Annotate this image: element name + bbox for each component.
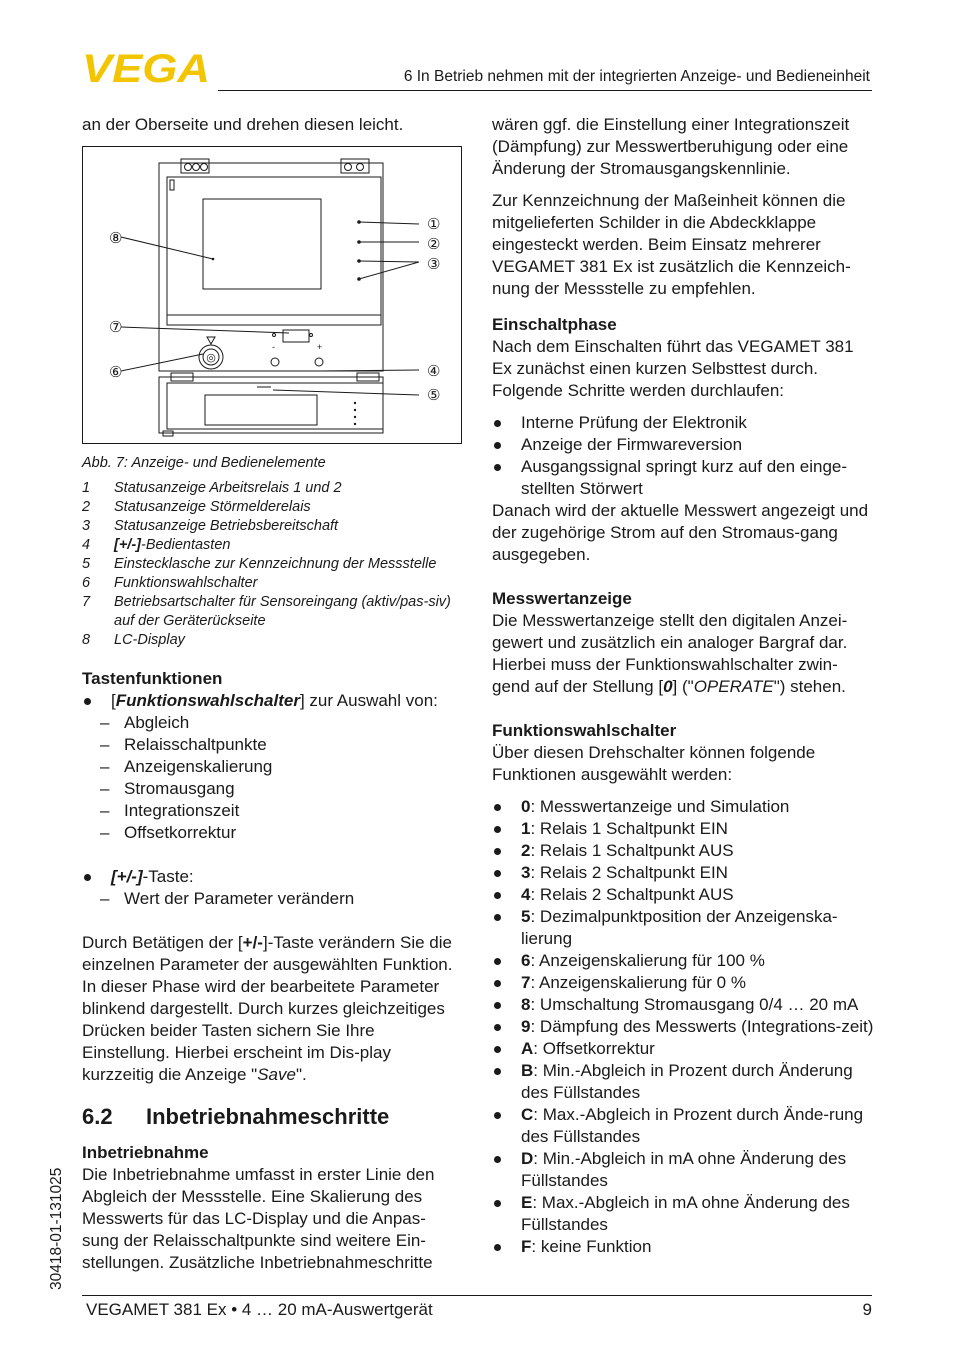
list-item: [Funktionswahlschalter] zur Auswahl von: (82, 690, 462, 712)
list-item: 4: Relais 2 Schaltpunkt AUS (492, 884, 874, 906)
key-list (82, 866, 462, 888)
device-figure (82, 146, 462, 444)
marker-1: ① (427, 216, 441, 233)
list-item: Anzeige der Firmwareversion (492, 434, 874, 456)
list-item: D: Min.-Abgleich in mA ohne Änderung des Füllstandes (492, 1148, 874, 1192)
list-item: – Wert der Parameter verändern (82, 888, 462, 910)
list-item: 2: Relais 1 Schaltpunkt AUS (492, 840, 874, 862)
list-item: – Relaisschaltpunkte (82, 734, 462, 756)
minus-label: - (272, 342, 275, 352)
list-item: [+/-]-Taste: (82, 866, 462, 888)
list-item: 9: Dämpfung des Messwerts (Integrations-zeit) (492, 1016, 874, 1038)
list-item: 7: Anzeigenskalierung für 0 % (492, 972, 874, 994)
list-item: 5: Dezimalpunktposition der Anzeigenska-lierung (492, 906, 874, 950)
header-rule (218, 90, 872, 91)
list-item: – Offsetkorrektur (82, 822, 462, 844)
legend-item: 4 [+/-]-Bedientasten (82, 537, 231, 553)
list-item: E: Max.-Abgleich in mA ohne Änderung des Füllstandes (492, 1192, 874, 1236)
legend-item: 7 Betriebsartschalter für Sensoreingang (aktiv/pas-siv) auf der Geräterückseite (82, 594, 451, 629)
marker-5: ⑤ (427, 387, 441, 404)
list-item: Interne Prüfung der Elektronik (492, 412, 874, 434)
right-column (492, 114, 874, 1258)
mess-text: Die Messwertanzeige stellt den digitalen Anzei-gewert und zusätzlich ein analoger Bargraf dar. Hierbei muss der Funktionswahlschalter zwin-gend auf der Stellung [0] ("OPERATE") stehen. (492, 611, 848, 696)
key-paragraph: Durch Betätigen der [+/-]-Taste verändern Sie die einzelnen Parameter der ausgewählten Funktion. In dieser Phase wird der bearbeitete Parameter blinkend dargestellt. Durch kurzes gleichzeitiges Drücken beider Tasten sichern Sie Ihre Einstellung. Hierbei erscheint im Dis-play kurzzeitig die Anzeige "Save". (82, 933, 453, 1084)
tasten-heading: Tastenfunktionen (82, 669, 223, 688)
document-code: 30418-01-131025 (48, 1167, 65, 1290)
funk-text: Über diesen Drehschalter können folgende Funktionen ausgewählt werden: (492, 743, 816, 784)
legend-item: 1 Statusanzeige Arbeitsrelais 1 und 2 (82, 480, 342, 496)
legend-item: 5 Einstecklasche zur Kennzeichnung der Messstelle (82, 556, 437, 572)
figure-caption: Abb. 7: Anzeige- und Bedienelemente (82, 455, 326, 471)
list-item: 6: Anzeigenskalierung für 100 % (492, 950, 874, 972)
footer-product: VEGAMET 381 Ex • 4 … 20 mA-Auswertgerät (86, 1300, 433, 1319)
inbetrieb-heading: Inbetriebnahme (82, 1143, 209, 1162)
marker-3: ③ (427, 256, 441, 273)
list-item: A: Offsetkorrektur (492, 1038, 874, 1060)
intro-text: an der Oberseite und drehen diesen leicht. (82, 115, 404, 134)
marker-7: ⑦ (109, 319, 123, 336)
marker-8: ⑧ (109, 230, 123, 247)
einschalt-heading: Einschaltphase (492, 315, 617, 334)
figure-legend (82, 479, 462, 650)
einschalt-after: Danach wird der aktuelle Messwert angezeigt und der zugehörige Strom auf den Stromaus-gang ausgegeben. (492, 501, 869, 564)
list-item: C: Max.-Abgleich in Prozent durch Ände-rung des Füllstandes (492, 1104, 874, 1148)
chapter-title: 6 In Betrieb nehmen mit der integrierten Anzeige- und Bedieneinheit (403, 68, 870, 85)
list-item: – Stromausgang (82, 778, 462, 800)
left-column (82, 114, 462, 1284)
list-item: 3: Relais 2 Schaltpunkt EIN (492, 862, 874, 884)
svg-text:VEGA: VEGA (82, 52, 210, 84)
einschalt-text: Nach dem Einschalten führt das VEGAMET 381 Ex zunächst einen kurzen Selbsttest durch. Folgende Schritte werden durchlaufen: (492, 337, 854, 400)
marker-6: ⑥ (109, 364, 123, 381)
marker-2: ② (427, 236, 441, 253)
svg-text:◎: ◎ (206, 352, 216, 364)
section-heading: 6.2 Inbetriebnahmeschritte (82, 1104, 390, 1129)
legend-item: 2 Statusanzeige Störmelderelais (82, 499, 311, 515)
page-number: 9 (862, 1300, 872, 1319)
einschalt-list (492, 412, 874, 500)
paragraph: Zur Kennzeichnung der Maßeinheit können die mitgelieferten Schilder in die Abdeckklappe eingesteckt werden. Beim Einsatz mehrerer VEGAMET 381 Ex ist zusätzlich die Kennzeich-nung der Messstelle zu empfehlen. (492, 191, 851, 298)
paragraph: wären ggf. die Einstellung einer Integrationszeit (Dämpfung) zur Messwertberuhigung oder eine Änderung der Stromausgangskennlinie. (492, 115, 850, 178)
list-item: – Anzeigenskalierung (82, 756, 462, 778)
legend-item: 3 Statusanzeige Betriebsbereitschaft (82, 518, 339, 534)
inbetrieb-text: Die Inbetriebnahme umfasst in erster Linie den Abgleich der Messstelle. Eine Skalierung des Messwerts für das LC-Display und die Anpas-sung der Relaisschaltpunkte sind weitere Ein-stellungen. Zusätzliche Inbetriebnahmeschritte (82, 1165, 435, 1272)
list-item: 8: Umschaltung Stromausgang 0/4 … 20 mA (492, 994, 874, 1016)
plus-label: + (317, 342, 323, 352)
key-options (82, 888, 462, 910)
funk-heading: Funktionswahlschalter (492, 721, 677, 740)
list-item: B: Min.-Abgleich in Prozent durch Änderung des Füllstandes (492, 1060, 874, 1104)
switch-options (82, 712, 462, 844)
list-item: – Integrationszeit (82, 800, 462, 822)
list-item: 1: Relais 1 Schaltpunkt EIN (492, 818, 874, 840)
list-item: Ausgangssignal springt kurz auf den einge-stellten Störwert (492, 456, 874, 500)
list-item: 0: Messwertanzeige und Simulation (492, 796, 874, 818)
legend-item: 8 LC-Display (82, 632, 185, 648)
list-item: – Abgleich (82, 712, 462, 734)
legend-item: 6 Funktionswahlschalter (82, 575, 258, 591)
footer-rule (82, 1295, 872, 1296)
vega-logo (82, 52, 212, 84)
funk-list (492, 796, 874, 1258)
list-item: F: keine Funktion (492, 1236, 874, 1258)
tasten-list (82, 690, 462, 712)
marker-4: ④ (427, 363, 441, 380)
mess-heading: Messwertanzeige (492, 589, 632, 608)
